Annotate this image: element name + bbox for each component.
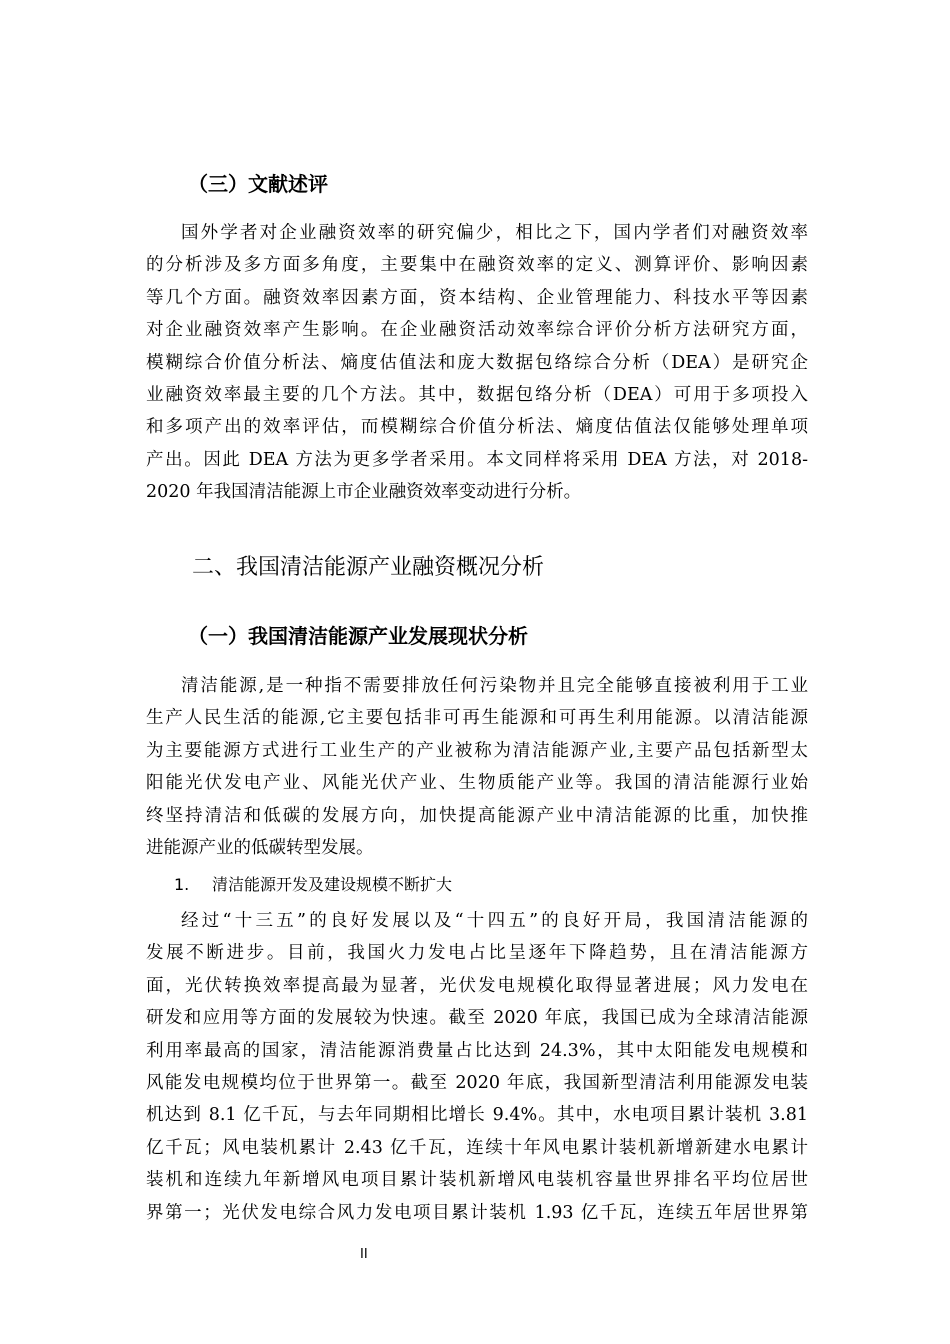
text-line: 装机和连续九年新增风电项目累计装机新增风电装机容量世界排名平均位居世 xyxy=(146,1170,808,1191)
paragraph-industry-status xyxy=(146,670,808,864)
text-line: 风能发电规模均位于世界第一。截至 2020 年底，我国新型清洁利用能源发电装 xyxy=(146,1072,808,1093)
text-line: 生产人民生活的能源,它主要包括非可再生能源和可再生利用能源。以清洁能源 xyxy=(146,708,808,729)
text-line: 机达到 8.1 亿千瓦，与去年同期相比增长 9.4%。其中，水电项目累计装机 3.81 xyxy=(146,1105,808,1126)
text-line: 终坚持清洁和低碳的发展方向，加快提高能源产业中清洁能源的比重，加快推 xyxy=(146,805,808,826)
text-line: 业融资效率最主要的几个方法。其中，数据包络分析（DEA）可用于多项投入 xyxy=(146,384,808,405)
text-line: 亿千瓦；风电装机累计 2.43 亿千瓦，连续十年风电累计装机新增新建水电累计 xyxy=(146,1137,808,1158)
text-line: 等几个方面。融资效率因素方面，资本结构、企业管理能力、科技水平等因素 xyxy=(146,287,808,308)
text-line: 产出。因此 DEA 方法为更多学者采用。本文同样将采用 DEA 方法，对 2018- xyxy=(146,449,808,470)
text-line: 界第一；光伏发电综合风力发电项目累计装机 1.93 亿千瓦，连续五年居世界第 xyxy=(146,1202,808,1223)
section-heading-literature-review: （三）文献述评 xyxy=(188,172,328,196)
text-line: 发展不断进步。目前，我国火力发电占比呈逐年下降趋势，且在清洁能源方 xyxy=(146,943,808,964)
section-heading-industry-status: （一）我国清洁能源产业发展现状分析 xyxy=(188,624,528,648)
text-line: 对企业融资效率产生影响。在企业融资活动效率综合评价分析方法研究方面， xyxy=(146,320,808,341)
subsection-heading xyxy=(174,873,452,897)
text-line: 面，光伏转换效率提高最为显著，光伏发电规模化取得显著进展；风力发电在 xyxy=(146,975,808,996)
paragraph-literature-review xyxy=(146,217,808,509)
text-line: 经过“十三五”的良好发展以及“十四五”的良好开局，我国清洁能源的 xyxy=(181,911,808,931)
text-line: 利用率最高的国家，清洁能源消费量占比达到 24.3%，其中太阳能发电规模和 xyxy=(146,1040,808,1061)
subsection-title: 清洁能源开发及建设规模不断扩大 xyxy=(212,875,453,894)
page-number: II xyxy=(360,1247,368,1262)
text-line: 研发和应用等方面的发展较为快速。截至 2020 年底，我国已成为全球清洁能源 xyxy=(146,1008,808,1029)
text-line: 阳能光伏发电产业、风能光伏产业、生物质能产业等。我国的清洁能源行业始 xyxy=(146,773,808,794)
text-line: 模糊综合价值分析法、熵度估值法和庞大数据包络综合分析（DEA）是研究企 xyxy=(146,352,808,373)
text-line: 为主要能源方式进行工业生产的产业被称为清洁能源产业,主要产品包括新型太 xyxy=(146,740,808,761)
text-line: 和多项产出的效率评估，而模糊综合价值分析法、熵度估值法仅能够处理单项 xyxy=(146,417,808,438)
text-line: 进能源产业的低碳转型发展。 xyxy=(146,837,374,858)
text-line: 2020 年我国清洁能源上市企业融资效率变动进行分析。 xyxy=(146,482,582,503)
subsection-number: 1. xyxy=(174,875,190,894)
text-line: 清洁能源,是一种指不需要排放任何污染物并且完全能够直接被利用于工业 xyxy=(181,676,808,696)
paragraph-development-scale xyxy=(146,905,808,1229)
text-line: 国外学者对企业融资效率的研究偏少，相比之下，国内学者们对融资效率 xyxy=(181,223,808,243)
text-line: 的分析涉及多方面多角度，主要集中在融资效率的定义、测算评价、影响因素 xyxy=(146,255,808,276)
chapter-heading: 二、我国清洁能源产业融资概况分析 xyxy=(192,555,545,580)
